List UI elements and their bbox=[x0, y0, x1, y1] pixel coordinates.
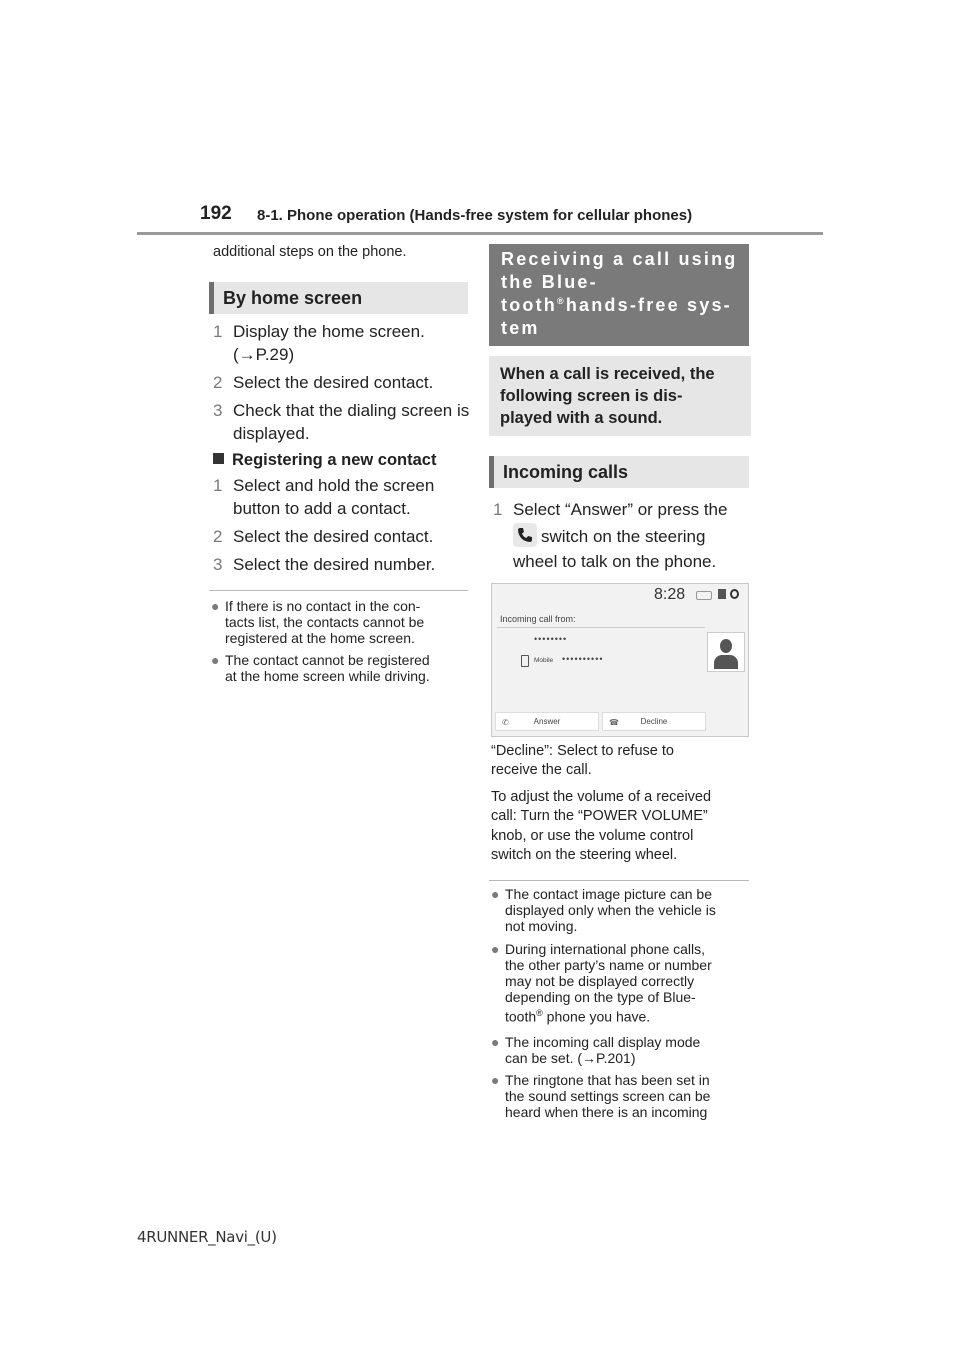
caller-number: •••••••••• bbox=[562, 654, 604, 664]
decline-description bbox=[491, 742, 761, 781]
text-line: the other party’s name or number bbox=[505, 957, 712, 974]
note-item bbox=[491, 1072, 753, 1122]
section-heading-line: tem bbox=[501, 318, 540, 339]
step-1 bbox=[213, 321, 475, 371]
phone-icon: ✆ bbox=[502, 718, 509, 727]
intro-text: additional steps on the phone. bbox=[213, 244, 407, 260]
step-3 bbox=[213, 400, 475, 448]
text-line: not moving. bbox=[505, 918, 578, 935]
registered-mark: ® bbox=[556, 296, 566, 307]
step-text bbox=[513, 497, 753, 575]
answer-label: Answer bbox=[533, 717, 561, 726]
text-part: can be set. ( bbox=[505, 1050, 583, 1067]
step-text: Display the home screen. (→P.29) bbox=[233, 322, 425, 364]
register-step-2 bbox=[213, 526, 475, 550]
note-text: The contact cannot be registered at the home screen while driving. bbox=[225, 652, 430, 685]
square-bullet-icon bbox=[213, 453, 224, 464]
avatar-head-icon bbox=[720, 639, 732, 653]
page-number: 192 bbox=[200, 203, 232, 224]
note-item bbox=[211, 652, 471, 686]
step-text: Select the desired number. bbox=[233, 555, 436, 574]
note-item bbox=[211, 598, 471, 648]
arrow-icon: → bbox=[582, 1050, 597, 1067]
bullet-icon: ● bbox=[491, 886, 500, 902]
step-text: Select the desired contact. bbox=[233, 527, 434, 546]
register-step-3 bbox=[213, 554, 475, 578]
signal-icon bbox=[718, 589, 726, 599]
screen-divider bbox=[497, 627, 705, 628]
text-part: tooth bbox=[505, 1009, 537, 1026]
note-text bbox=[505, 941, 712, 1025]
arrow-icon: → bbox=[238, 344, 256, 364]
note-text bbox=[505, 1034, 700, 1066]
register-step-1 bbox=[213, 475, 475, 525]
caller-name: •••••••• bbox=[534, 634, 568, 644]
header-divider bbox=[137, 232, 823, 235]
section-heading-line bbox=[501, 294, 749, 317]
step-2 bbox=[213, 372, 475, 396]
lead-box bbox=[489, 356, 751, 436]
notes-divider bbox=[489, 880, 749, 881]
step-text-line: wheel to talk on the phone. bbox=[513, 552, 717, 571]
bullet-icon: ● bbox=[491, 941, 500, 957]
lead-line: following screen is dis- bbox=[500, 386, 683, 405]
bullet-icon: ● bbox=[491, 1034, 500, 1050]
section-heading-part: tooth bbox=[501, 295, 557, 316]
decline-button[interactable] bbox=[602, 712, 706, 731]
by-home-screen-heading-text: By home screen bbox=[223, 287, 363, 308]
incoming-call-title: Incoming call from: bbox=[500, 614, 576, 624]
text-line: receive the call. bbox=[491, 762, 592, 779]
page-reference: P.201 bbox=[596, 1050, 631, 1067]
text-line: During international phone calls, bbox=[505, 941, 706, 957]
step-text-line bbox=[513, 523, 753, 550]
step-text-main: Display the home screen. bbox=[233, 322, 425, 341]
step-text: Select the desired contact. bbox=[233, 373, 434, 392]
phone-switch-icon bbox=[513, 523, 537, 547]
text-part: ) bbox=[630, 1050, 636, 1067]
text-line: To adjust the volume of a received bbox=[491, 789, 712, 805]
step-number: 3 bbox=[213, 401, 223, 420]
note-text bbox=[505, 886, 716, 934]
text-line: “Decline”: Select to refuse to bbox=[491, 743, 674, 759]
step-number: 1 bbox=[213, 476, 223, 495]
hang-up-icon: ☎ bbox=[609, 718, 619, 727]
text-line bbox=[505, 1008, 712, 1025]
step-number: 2 bbox=[213, 373, 223, 392]
decline-label: Decline bbox=[640, 717, 668, 726]
note-text bbox=[505, 1072, 710, 1120]
chapter-title: 8-1. Phone operation (Hands-free system for cellular phones) bbox=[257, 207, 693, 224]
footer-model-code: 4RUNNER_Navi_(U) bbox=[137, 1228, 277, 1246]
step-text: Check that the dialing screen is displayed. bbox=[233, 401, 470, 443]
text-line: The contact image picture can be bbox=[505, 886, 713, 902]
bullet-icon: ● bbox=[211, 652, 220, 668]
step-text-line: Select “Answer” or press the bbox=[513, 500, 728, 519]
text-line: The ringtone that has been set in bbox=[505, 1072, 710, 1088]
text-line bbox=[505, 1050, 700, 1066]
text-part: phone you have. bbox=[542, 1009, 651, 1026]
volume-description bbox=[491, 788, 761, 866]
text-line: heard when there is an incoming bbox=[505, 1104, 708, 1121]
bullet-icon: ● bbox=[211, 598, 220, 614]
clock-text: 8:28 bbox=[654, 586, 686, 603]
note-item bbox=[491, 941, 753, 1031]
incoming-call-screen bbox=[491, 583, 749, 737]
step-number: 1 bbox=[493, 500, 503, 519]
step-number: 3 bbox=[213, 555, 223, 574]
by-home-screen-heading bbox=[209, 282, 468, 314]
note-text: If there is no contact in the con- tacts list, the contacts cannot be registered at the home screen. bbox=[225, 598, 425, 647]
text-line: switch on the steering wheel. bbox=[491, 847, 678, 864]
bluetooth-icon bbox=[730, 589, 739, 599]
section-heading bbox=[489, 244, 749, 346]
registering-heading-text: Registering a new contact bbox=[232, 451, 437, 469]
avatar-body-icon bbox=[714, 655, 738, 669]
step-text-part: switch on the steering bbox=[541, 526, 706, 546]
text-line: displayed only when the vehicle is bbox=[505, 902, 716, 919]
answer-button[interactable] bbox=[495, 712, 599, 731]
lead-line: played with a sound. bbox=[500, 408, 663, 427]
contact-avatar bbox=[707, 632, 745, 672]
text-line: the sound settings screen can be bbox=[505, 1088, 711, 1105]
incoming-calls-heading bbox=[489, 456, 749, 488]
text-line: depending on the type of Blue- bbox=[505, 989, 696, 1006]
section-heading-part: hands-free sys- bbox=[565, 295, 732, 316]
section-heading-line: Receiving a call using the Blue- bbox=[501, 249, 738, 293]
note-item bbox=[491, 886, 753, 936]
text-line: The incoming call display mode bbox=[505, 1034, 701, 1050]
page-reference: P.29 bbox=[255, 344, 289, 364]
text-line: may not be displayed correctly bbox=[505, 973, 695, 990]
text-line: call: Turn the “POWER VOLUME” bbox=[491, 808, 708, 825]
step-text: Select and hold the screen button to add a contact. bbox=[233, 476, 435, 518]
registering-heading bbox=[213, 451, 436, 470]
lead-line: When a call is received, the bbox=[500, 365, 715, 383]
text-line: knob, or use the volume control bbox=[491, 827, 694, 844]
mobile-label: Mobile bbox=[534, 657, 554, 664]
status-indicator-icon bbox=[696, 591, 712, 600]
step-number: 2 bbox=[213, 527, 223, 546]
bullet-icon: ● bbox=[491, 1072, 500, 1088]
mobile-phone-icon bbox=[521, 655, 529, 667]
step-number: 1 bbox=[213, 322, 223, 341]
note-item bbox=[491, 1034, 753, 1068]
notes-divider bbox=[209, 590, 468, 591]
incoming-calls-heading-text: Incoming calls bbox=[503, 461, 629, 482]
registered-mark: ® bbox=[536, 1008, 543, 1019]
